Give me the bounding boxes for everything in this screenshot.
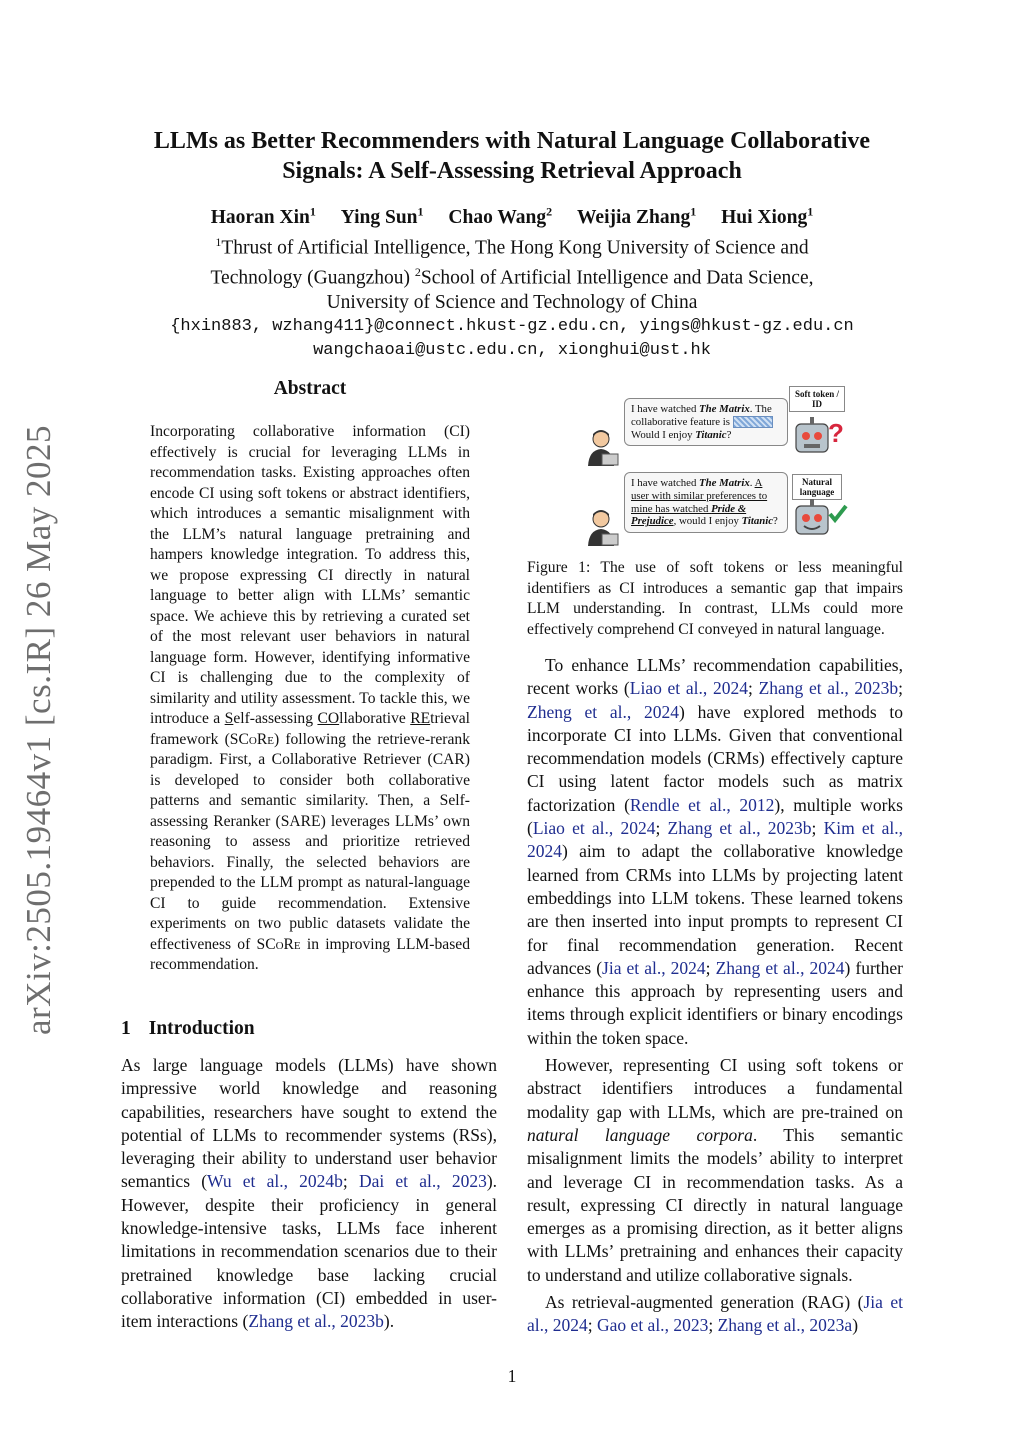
citation-link[interactable]: Zhang et al., 2024 [715, 957, 845, 978]
affiliation-2: Technology (Guangzhou) $^2$School of Artificial Intelligence and Data Science, [210, 265, 814, 289]
confused-robot-icon [788, 414, 846, 464]
user-icon [586, 428, 620, 468]
title-line-1: LLMs as Better Recommenders with Natural Language Collaborative [153, 128, 871, 154]
author-block [120, 199, 904, 363]
citation-link[interactable]: Liao et al., 2024 [532, 818, 656, 839]
citation-link[interactable]: Gao et al., 2023 [597, 1315, 709, 1336]
intro-paragraph-1: As large language models (LLMs) have shown impressive world knowledge and reasoning capabilities, researchers have sought to extend the potential of LLMs to recommender systems (RSs), leveraging their ability to understand user behavior semantics (Wu et al., 2024b; Dai et al., 2023). However, despite their proficiency in general knowledge-intensive tasks, LLMs face inherent limitations in recommendation scenarios due to their pretrained knowledge base lacking crucial collaborative information (CI) embedded in user-item interactions (Zhang et al., 2023b). [121, 1055, 498, 1332]
citation-link[interactable]: Jia et al., 2024 [527, 1292, 903, 1336]
paragraph: As retrieval-augmented generation (RAG) (Jia et al., 2024; Gao et al., 2023; Zhang et al., 2023a) [527, 1292, 903, 1336]
paper-title [120, 126, 904, 186]
abstract-heading: Abstract [273, 378, 347, 399]
author-names [120, 199, 904, 230]
citation-link[interactable]: Zheng et al., 2024 [527, 701, 679, 722]
citation-link[interactable]: Zhang et al., 2023a [717, 1315, 853, 1336]
author-emails-1: {hxin883, wzhang411}@connect.hkust-gz.edu.cn, yings@hkust-gz.edu.cn [170, 316, 854, 336]
citation-link[interactable]: Zhang et al., 2023b [667, 818, 812, 839]
author-name: Weijia Zhang$^1$ [577, 204, 697, 228]
citation-link[interactable]: Wu et al., 2024b [207, 1171, 343, 1192]
prompt-bubble-soft-token: I have watched The Matrix. The collaborative feature is Would I enjoy Titanic? [624, 398, 788, 446]
citation-link[interactable]: Zhang et al., 2023b [758, 678, 899, 699]
section-heading-introduction: 1 Introduction [121, 1018, 255, 1039]
citation-link[interactable]: Liao et al., 2024 [629, 678, 748, 699]
citation-link[interactable]: Rendle et al., 2012 [629, 794, 775, 815]
paragraph: To enhance LLMs’ recommendation capabilities, recent works (Liao et al., 2024; Zhang et al., 2023b; Zheng et al., 2024) have explored methods to incorporate CI into LLMs. Given that conventional recommendation models (CRMs) effectively capture CI using latent factor models such as matrix factorization (Rendle et al., 2012), multiple works (Liao et al., 2024; Zhang et al., 2023b; Kim et al., 2024) aim to adapt the collaborative knowledge learned from CRMs into LLMs by projecting latent embeddings into LLM tokens. These learned tokens are then inserted into input prompts to represent CI for final recommendation generation. Recent advances (Jia et al., 2024; Zhang et al., 2024) further enhance this approach by representing users and items through explicit identifiers or binary encodings within the token space. [527, 655, 904, 1048]
method-name: SCoRe [229, 730, 274, 748]
abstract-text: Incorporating collaborative information (CI) effectively is crucial for leveraging LLMs in recommendation tasks. Existing approaches often encode CI using soft tokens or abstract identifiers, which introduces a semantic misalignment with the LLM’s natural language pretraining and hampers knowledge integration. To address this, we propose expressing CI directly in natural language to better align with LLMs’ semantic space. We achieve this by retrieving a curated set of the most relevant user behaviors in natural language form. However, identifying informative CI is challenging due to the complexity of similarity and utility assessment. To tackle this, we introduce a Self-assessing COllaborative REtrieval framework (SCoRe) following the retrieve-rerank paradigm. First, a Collaborative Retriever (CAR) is developed to consider both collaborative patterns and semantic similarity. Then, a Self-assessing Reranker (SARE) leverages LLMs’ own reasoning to assess and prioritize retrieved behaviors. Finally, the selected behaviors are prepended to the LLM prompt as natural-language CI to guide recommendation. Extensive experiments on two public datasets validate the effectiveness of SCoRe in improving LLM-based recommendation. [150, 423, 471, 973]
svg-text:?: ? [828, 418, 844, 448]
method-name: SCoRe [256, 935, 301, 953]
happy-robot-icon [788, 496, 850, 546]
soft-token-pattern [733, 416, 773, 428]
affiliation-3: University of Science and Technology of China [326, 291, 698, 313]
arxiv-id: arXiv:2505.19464v1 [cs.IR] 26 May 2025 [19, 424, 58, 1036]
soft-token-label: Soft token / ID [789, 386, 845, 412]
citation-link[interactable]: Kim et al., 2024 [527, 818, 904, 862]
user-icon [586, 508, 620, 548]
citation-link[interactable]: Zhang et al., 2023b [248, 1311, 384, 1332]
prompt-bubble-natural-language: I have watched The Matrix. A user with similar preferences to mine has watched Pride & Prejudice, would I enjoy Titanic? [624, 472, 788, 533]
author-name: Haoran Xin$^1$ [210, 204, 316, 228]
author-name: Hui Xiong$^1$ [721, 204, 814, 228]
author-name: Chao Wang$^2$ [448, 204, 553, 228]
paragraph: However, representing CI using soft tokens or abstract identifiers introduces a fundamental modality gap with LLMs, which are pre-trained on natural language corpora. This semantic misalignment limits the models’ ability to interpret and leverage CI in recommendation tasks. As a result, expressing CI directly in natural language emerges as a promising direction, as it better aligns with LLMs’ pretraining and enhances their capacity to understand and utilize collaborative signals. [527, 1055, 903, 1285]
citation-link[interactable]: Jia et al., 2024 [602, 957, 706, 978]
figure-1 [584, 384, 854, 550]
title-line-2: Signals: A Self-Assessing Retrieval Approach [282, 158, 742, 184]
arxiv-sidebar [14, 420, 64, 1040]
citation-link[interactable]: Dai et al., 2023 [358, 1171, 487, 1192]
figure-1-caption: Figure 1: The use of soft tokens or less meaningful identifiers as CI introduces a semantic gap that impairs LLM understanding. In contrast, LLMs could more effectively comprehend CI conveyed in natural language. [527, 559, 903, 638]
page-number: 1 [507, 1366, 517, 1386]
natural-language-label: Natural language [792, 474, 842, 500]
affiliation-1: $^1$Thrust of Artificial Intelligence, The Hong Kong University of Science and [215, 234, 809, 258]
author-emails-2: wangchaoai@ustc.edu.cn, xionghui@ust.hk [313, 340, 711, 360]
right-column-text [527, 654, 903, 1338]
author-name: Ying Sun$^1$ [340, 204, 424, 228]
